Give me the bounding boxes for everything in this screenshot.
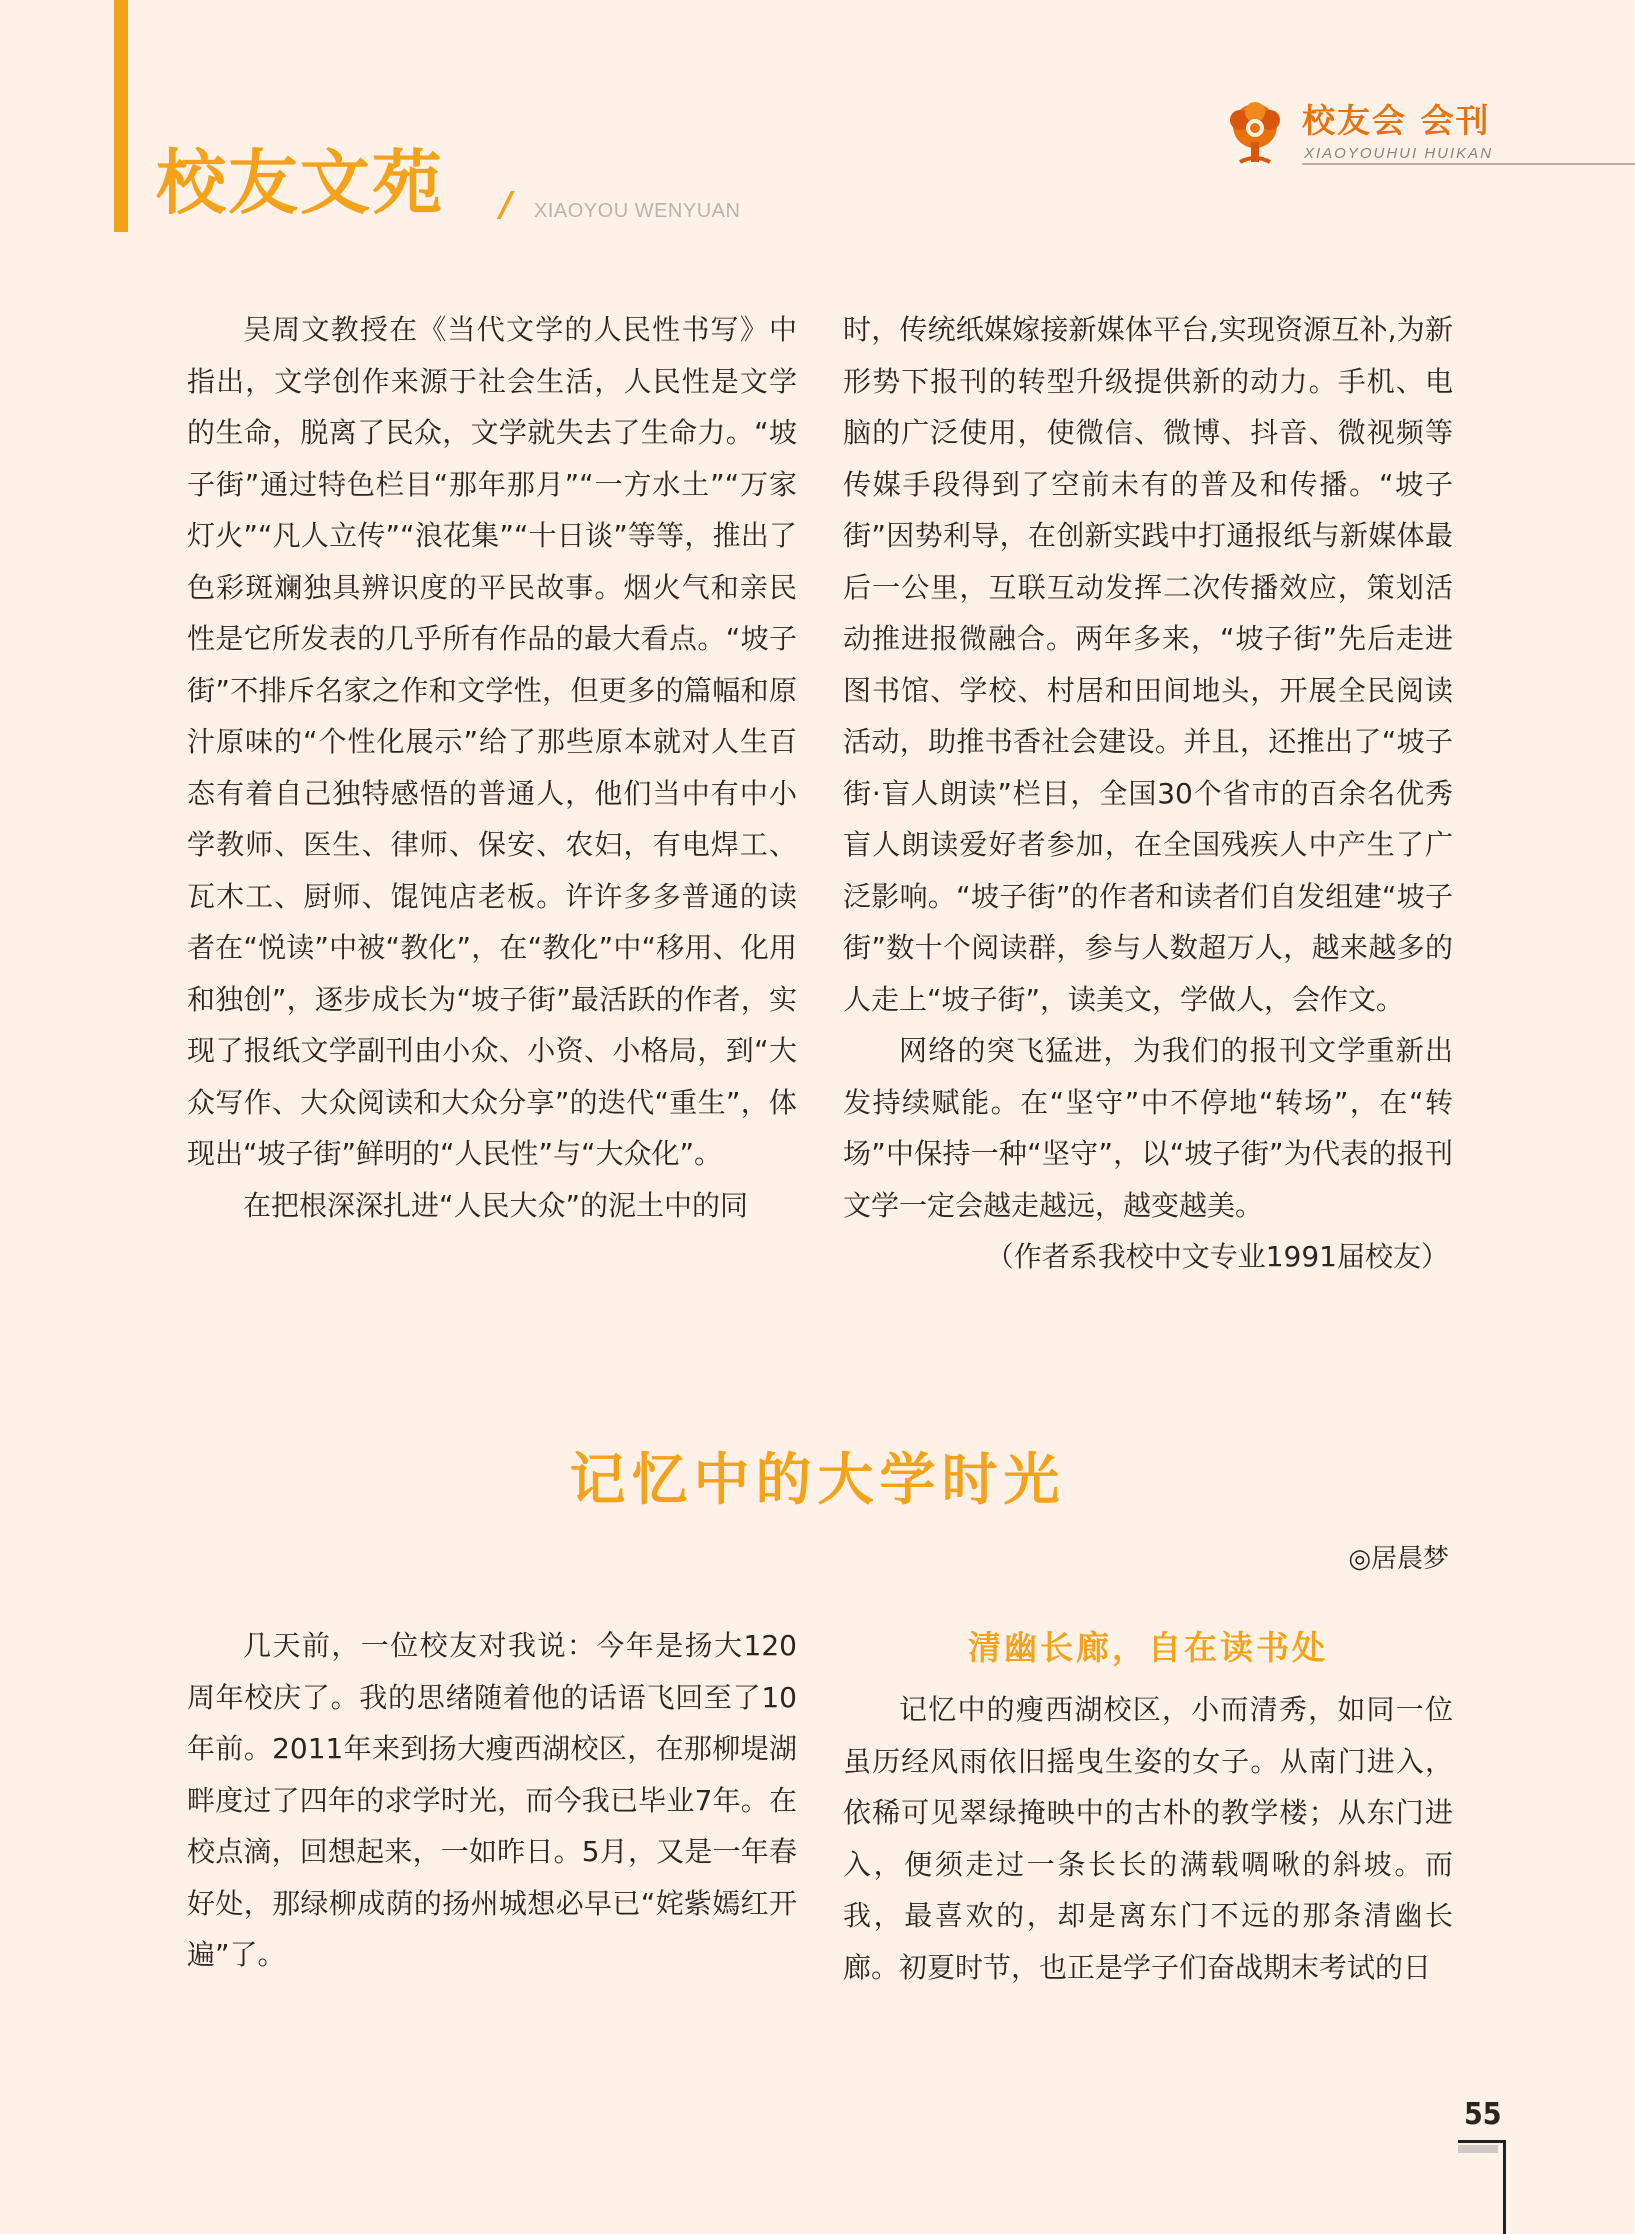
page-number: 55 xyxy=(1464,2097,1502,2132)
section-pinyin: XIAOYOU WENYUAN xyxy=(534,200,741,222)
header-rule xyxy=(1302,163,1635,165)
section-title: 校友文苑 xyxy=(156,142,444,224)
page-corner-line xyxy=(1458,2140,1506,2143)
article2-column-right xyxy=(843,1620,1453,1993)
tree-logo-icon xyxy=(1220,98,1290,168)
page-corner-shade xyxy=(1458,2145,1498,2153)
paragraph: 在把根深深扎进“人民大众”的泥土中的同 xyxy=(243,1188,749,1222)
section-accent-bar xyxy=(114,0,128,232)
author-byline: （作者系我校中文专业1991届校友） xyxy=(985,1240,1449,1273)
article-author: ◎居晨梦 xyxy=(1348,1544,1449,1574)
magazine-title: 校友会 会刊 xyxy=(1302,101,1491,140)
article2-column-left xyxy=(187,1620,797,1981)
article1-column-right xyxy=(843,304,1453,1283)
paragraph: 网络的突飞猛进，为我们的报刊文学重新出发持续赋能。在“坚守”中不停地“转场”，在“转场”中保持一种“坚守”，以“坡子街”为代表的报刊文学一定会越走越远，越变越美。 xyxy=(843,1034,1453,1222)
paragraph: 吴周文教授在《当代文学的人民性书写》中指出，文学创作来源于社会生活，人民性是文学的生命，脱离了民众，文学就失去了生命力。“坡子街”通过特色栏目“那年那月”“一方水土”“万家灯火”“凡人立传”“浪花集”“十日谈”等等，推出了色彩斑斓独具辨识度的平民故事。烟火气和亲民性是它所发表的几乎所有作品的最大看点。“坡子街”不排斥名家之作和文学性，但更多的篇幅和原汁原味的“个性化展示”给了那些原本就对人生百态有着自己独特感悟的普通人，他们当中有中小学教师、医生、律师、保安、农妇，有电焊工、瓦木工、厨师、馄饨店老板。许许多多普通的读者在“悦读”中被“教化”，在“教化”中“移用、化用和独创”，逐步成长为“坡子街”最活跃的作者，实现了报纸文学副刊由小众、小资、小格局，到“大众写作、大众阅读和大众分享”的迭代“重生”，体现出“坡子街”鲜明的“人民性”与“大众化”。 xyxy=(187,313,797,1170)
section-divider-slash: / xyxy=(500,185,513,225)
paragraph: 时，传统纸媒嫁接新媒体平台,实现资源互补,为新形势下报刊的转型升级提供新的动力。手机、电脑的广泛使用，使微信、微博、抖音、微视频等传媒手段得到了空前未有的普及和传播。“坡子街”因势利导，在创新实践中打通报纸与新媒体最后一公里，互联互动发挥二次传播效应，策划活动推进报微融合。两年多来，“坡子街”先后走进图书馆、学校、村居和田间地头，开展全民阅读活动，助推书香社会建设。并且，还推出了“坡子街·盲人朗读”栏目，全国30个省市的百余名优秀盲人朗读爱好者参加，在全国残疾人中产生了广泛影响。“坡子街”的作者和读者们自发组建“坡子街”数十个阅读群，参与人数超万人，越来越多的人走上“坡子街”，读美文，学做人，会作文。 xyxy=(843,313,1453,1016)
page-corner-line xyxy=(1503,2140,1506,2234)
subheading: 清幽长廊，自在读书处 xyxy=(968,1628,1328,1667)
magazine-title-pinyin: XIAOYOUHUI HUIKAN xyxy=(1304,145,1494,162)
paragraph: 几天前，一位校友对我说：今年是扬大120周年校庆了。我的思绪随着他的话语飞回至了10年前。2011年来到扬大瘦西湖校区，在那柳堤湖畔度过了四年的求学时光，而今我已毕业7年。在校点滴，回想起来，一如昨日。5月，又是一年春好处，那绿柳成荫的扬州城想必早已“姹紫嫣红开遍”了。 xyxy=(187,1629,797,1971)
article-title: 记忆中的大学时光 xyxy=(569,1447,1066,1513)
article1-column-left xyxy=(187,304,797,1231)
paragraph: 记忆中的瘦西湖校区，小而清秀，如同一位虽历经风雨依旧摇曳生姿的女子。从南门进入，依稀可见翠绿掩映中的古朴的教学楼；从东门进入，便须走过一条长长的满载啁啾的斜坡。而我，最喜欢的，却是离东门不远的那条清幽长廊。初夏时节，也正是学子们奋战期末考试的日 xyxy=(843,1693,1453,1984)
